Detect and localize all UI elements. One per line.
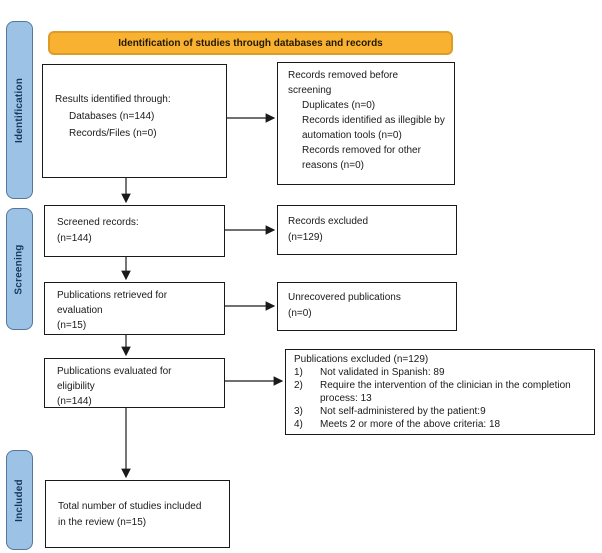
exclusion-reason: [294, 366, 588, 379]
box-removed-title-line1: Records removed before: [288, 70, 399, 81]
box-total-included: [45, 480, 230, 548]
box-unrecovered-line1: Unrecovered publications: [288, 292, 401, 303]
reason-number: 3): [294, 406, 303, 417]
exclusion-reason: [294, 418, 588, 431]
box-removed-item: Records removed for other reasons (n=0): [302, 145, 421, 171]
reason-number: 1): [294, 367, 303, 378]
title-banner: [48, 31, 453, 55]
box-records-excluded-line1: Records excluded: [288, 216, 369, 227]
box-publications-excluded: [285, 349, 595, 435]
stage-label-identification: [6, 21, 33, 199]
box-removed-item: Duplicates (n=0): [302, 100, 376, 111]
reason-text: Not self-administered by the patient:9: [320, 406, 486, 417]
box-removed-title-line2: screening: [288, 85, 332, 96]
box-removed-item: Records identified as illegible by automation tools (n=0): [302, 115, 445, 141]
box-results-identified: [42, 64, 227, 178]
box-pub-excluded-title: Publications excluded (n=129): [294, 354, 429, 365]
exclusion-reason: [294, 379, 588, 405]
box-total-line1: Total number of studies included: [58, 501, 202, 512]
box-screened-records: [44, 205, 225, 257]
box-records-excluded: [277, 205, 457, 255]
box-evaluated-line2: eligibility: [57, 381, 95, 392]
title-banner-label: Identification of studies through databases and records: [118, 37, 383, 49]
box-retrieved-line1: Publications retrieved for: [57, 290, 168, 301]
stage-label-included-text: Included: [14, 478, 25, 522]
box-results-item: Databases (n=144): [69, 111, 155, 122]
reason-text: Not validated in Spanish: 89: [320, 367, 445, 378]
box-retrieved-line2: evaluation: [57, 305, 103, 316]
reason-text: Require the intervention of the clinician in the completion process: 13: [320, 380, 571, 404]
box-records-removed: [277, 62, 455, 185]
stage-label-identification-text: Identification: [14, 77, 25, 143]
box-retrieved-line3: (n=15): [57, 320, 87, 331]
box-evaluated-line3: (n=144): [57, 396, 92, 407]
box-publications-retrieved: [44, 282, 225, 335]
stage-label-screening-text: Screening: [14, 243, 25, 295]
reason-number: 2): [294, 380, 303, 391]
stage-label-screening: [6, 208, 33, 330]
box-unrecovered-line2: (n=0): [288, 308, 312, 319]
box-unrecovered-publications: [277, 282, 457, 331]
reason-number: 4): [294, 419, 303, 430]
box-screened-line1: Screened records:: [57, 217, 139, 228]
box-results-title: Results identified through:: [55, 94, 171, 105]
box-records-excluded-line2: (n=129): [288, 232, 323, 243]
stage-label-included: [6, 450, 33, 550]
box-screened-line2: (n=144): [57, 233, 92, 244]
reason-text: Meets 2 or more of the above criteria: 18: [320, 419, 501, 430]
box-results-item: Records/Files (n=0): [69, 128, 157, 139]
exclusion-reason: [294, 405, 588, 418]
box-evaluated-line1: Publications evaluated for: [57, 366, 172, 377]
box-total-line2: in the review (n=15): [58, 517, 147, 528]
box-publications-evaluated: [44, 358, 225, 408]
